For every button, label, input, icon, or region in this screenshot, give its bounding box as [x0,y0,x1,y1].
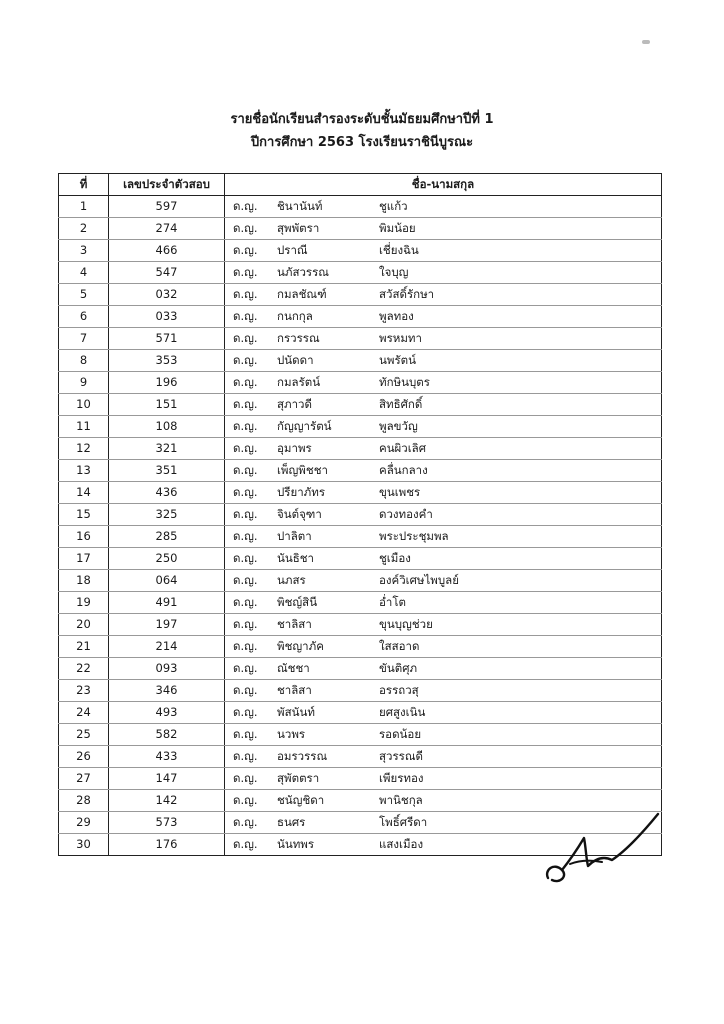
last-name: พานิชกุล [379,793,423,807]
row-number: 3 [59,240,109,262]
first-name: ปรียาภัทร [277,485,326,499]
exam-id: 064 [109,570,225,592]
row-number: 2 [59,218,109,240]
first-name: กมลชัณฑ์ [277,287,327,301]
row-number: 1 [59,196,109,218]
exam-id: 573 [109,812,225,834]
last-name: ขุนบุญช่วย [379,617,433,631]
last-name: คนผิวเลิศ [379,441,427,455]
student-name [225,394,662,416]
student-name [225,306,662,328]
first-name: ธนศร [277,815,306,829]
student-name [225,702,662,724]
table-row [59,768,662,790]
first-name: ชินานันท์ [277,199,323,213]
document-title: รายชื่อนักเรียนสำรองระดับชั้นมัธยมศึกษาปีที่ 1 [230,112,494,127]
exam-id: 582 [109,724,225,746]
first-name: พิชญาภัค [277,639,324,653]
first-name: นภัสวรรณ [277,265,329,279]
row-number: 26 [59,746,109,768]
name-prefix: ด.ญ. [233,507,258,521]
row-number: 22 [59,658,109,680]
row-number: 23 [59,680,109,702]
table-row [59,526,662,548]
name-prefix: ด.ญ. [233,815,258,829]
student-name [225,658,662,680]
last-name: พระประชุมพล [379,529,449,543]
table-row [59,592,662,614]
first-name: ชาลิสา [277,617,312,631]
exam-id: 491 [109,592,225,614]
student-table [58,173,662,856]
first-name: พัสนันท์ [277,705,315,719]
first-name: อุมาพร [277,441,312,455]
first-name: สุพพัตรา [277,221,320,235]
exam-id: 214 [109,636,225,658]
last-name: ทักษินบุตร [379,375,430,389]
row-number: 15 [59,504,109,526]
exam-id: 142 [109,790,225,812]
first-name: นภสร [277,573,306,587]
row-number: 12 [59,438,109,460]
first-name: จินต์จุฑา [277,507,322,521]
first-name: นวพร [277,727,306,741]
first-name: เพ็ญพิชชา [277,463,328,477]
exam-id: 353 [109,350,225,372]
row-number: 4 [59,262,109,284]
last-name: พิมน้อย [379,221,416,235]
student-name [225,372,662,394]
row-number: 7 [59,328,109,350]
row-number: 30 [59,834,109,856]
signature [540,800,670,890]
name-prefix: ด.ญ. [233,837,258,851]
name-prefix: ด.ญ. [233,375,258,389]
table-row [59,680,662,702]
row-number: 17 [59,548,109,570]
first-name: สุพัตตรา [277,771,320,785]
table-row [59,614,662,636]
name-prefix: ด.ญ. [233,661,258,675]
last-name: เชี่ยงฉิน [379,243,419,257]
last-name: พูลทอง [379,309,414,323]
table-row [59,636,662,658]
name-prefix: ด.ญ. [233,485,258,499]
table-row [59,746,662,768]
name-prefix: ด.ญ. [233,331,258,345]
exam-id: 196 [109,372,225,394]
name-prefix: ด.ญ. [233,463,258,477]
exam-id: 436 [109,482,225,504]
last-name: สุวรรณดี [379,749,423,763]
row-number: 24 [59,702,109,724]
first-name: ปาลิตา [277,529,312,543]
row-number: 5 [59,284,109,306]
first-name: สุภาวดี [277,397,312,411]
exam-id: 093 [109,658,225,680]
exam-id: 176 [109,834,225,856]
student-name [225,548,662,570]
last-name: โพธิ์ศรีดา [379,815,428,829]
last-name: สวัสดิ์รักษา [379,287,435,301]
name-prefix: ด.ญ. [233,397,258,411]
name-prefix: ด.ญ. [233,771,258,785]
name-prefix: ด.ญ. [233,287,258,301]
student-name [225,680,662,702]
name-prefix: ด.ญ. [233,243,258,257]
student-name [225,438,662,460]
student-name [225,504,662,526]
first-name: ชนัญชิดา [277,793,325,807]
first-name: ปนัดดา [277,353,314,367]
exam-id: 597 [109,196,225,218]
row-number: 25 [59,724,109,746]
col-header-exam-id: เลขประจำตัวสอบ [109,174,225,196]
name-prefix: ด.ญ. [233,353,258,367]
col-header-name: ชื่อ-นามสกุล [225,174,662,196]
exam-id: 351 [109,460,225,482]
name-prefix: ด.ญ. [233,617,258,631]
last-name: เพียรทอง [379,771,424,785]
row-number: 18 [59,570,109,592]
document-subtitle: ปีการศึกษา 2563 โรงเรียนราชินีบูรณะ [250,135,474,150]
exam-id: 346 [109,680,225,702]
name-prefix: ด.ญ. [233,529,258,543]
exam-id: 547 [109,262,225,284]
name-prefix: ด.ญ. [233,793,258,807]
last-name: ยศสูงเนิน [379,705,426,719]
table-row [59,482,662,504]
table-row [59,416,662,438]
name-prefix: ด.ญ. [233,573,258,587]
table-row [59,460,662,482]
table-body [59,196,662,856]
first-name: กนกกุล [277,309,313,323]
table-row [59,702,662,724]
first-name: กรวรรณ [277,331,320,345]
table-row [59,724,662,746]
name-prefix: ด.ญ. [233,727,258,741]
row-number: 8 [59,350,109,372]
last-name: คลื่นกลาง [379,463,428,477]
table-row [59,372,662,394]
student-name [225,350,662,372]
table-row [59,438,662,460]
table-row [59,218,662,240]
first-name: นันธิชา [277,551,315,565]
table-row [59,328,662,350]
exam-id: 108 [109,416,225,438]
row-number: 9 [59,372,109,394]
name-prefix: ด.ญ. [233,551,258,565]
table-row [59,306,662,328]
last-name: ดวงทองคำ [379,507,433,521]
exam-id: 033 [109,306,225,328]
table-row [59,548,662,570]
exam-id: 274 [109,218,225,240]
table-row [59,570,662,592]
student-name [225,482,662,504]
first-name: กมลรัตน์ [277,375,321,389]
row-number: 20 [59,614,109,636]
student-name [225,328,662,350]
student-name [225,460,662,482]
student-name [225,768,662,790]
row-number: 27 [59,768,109,790]
exam-id: 197 [109,614,225,636]
student-name [225,240,662,262]
first-name: พิชญ์สินี [277,595,318,609]
last-name: รอดน้อย [379,727,422,741]
last-name: ใจบุญ [379,265,409,279]
student-name [225,196,662,218]
exam-id: 466 [109,240,225,262]
table-row [59,504,662,526]
table-row [59,350,662,372]
exam-id: 433 [109,746,225,768]
name-prefix: ด.ญ. [233,639,258,653]
row-number: 6 [59,306,109,328]
table-row [59,394,662,416]
first-name: อมรวรรณ [277,749,328,763]
table-row [59,196,662,218]
table-row [59,658,662,680]
name-prefix: ด.ญ. [233,419,258,433]
student-name [225,570,662,592]
table-row [59,240,662,262]
name-prefix: ด.ญ. [233,683,258,697]
table-header-row [59,174,662,196]
exam-id: 321 [109,438,225,460]
row-number: 16 [59,526,109,548]
student-name [225,636,662,658]
row-number: 19 [59,592,109,614]
row-number: 21 [59,636,109,658]
last-name: สิทธิศักดิ์ [379,397,423,411]
student-name [225,262,662,284]
student-name [225,592,662,614]
name-prefix: ด.ญ. [233,749,258,763]
row-number: 28 [59,790,109,812]
first-name: กัญญารัตน์ [277,419,332,433]
exam-id: 151 [109,394,225,416]
name-prefix: ด.ญ. [233,705,258,719]
last-name: นพรัตน์ [379,353,416,367]
exam-id: 032 [109,284,225,306]
student-name [225,218,662,240]
row-number: 13 [59,460,109,482]
student-name [225,614,662,636]
name-prefix: ด.ญ. [233,221,258,235]
row-number: 10 [59,394,109,416]
exam-id: 285 [109,526,225,548]
first-name: ณัชชา [277,661,310,675]
last-name: ชูเมือง [379,551,411,565]
exam-id: 571 [109,328,225,350]
last-name: อรรถวสุ [379,683,419,697]
exam-id: 250 [109,548,225,570]
name-prefix: ด.ญ. [233,441,258,455]
row-number: 29 [59,812,109,834]
last-name: พูลขวัญ [379,419,418,433]
first-name: ปราณี [277,243,308,257]
name-prefix: ด.ญ. [233,595,258,609]
student-name [225,746,662,768]
col-header-no: ที่ [59,174,109,196]
exam-id: 325 [109,504,225,526]
last-name: ขุนเพชร [379,485,421,499]
student-name [225,724,662,746]
name-prefix: ด.ญ. [233,265,258,279]
last-name: อ่ำโต [379,595,407,609]
student-name [225,416,662,438]
last-name: องค์วิเศษไพบูลย์ [379,573,459,587]
scan-speck [642,40,650,44]
table-row [59,284,662,306]
name-prefix: ด.ญ. [233,309,258,323]
exam-id: 147 [109,768,225,790]
last-name: แสงเมือง [379,837,424,851]
last-name: ขันติศุภ [379,661,418,675]
row-number: 11 [59,416,109,438]
student-name [225,526,662,548]
student-name [225,284,662,306]
first-name: ชาลิสา [277,683,312,697]
table-row [59,262,662,284]
exam-id: 493 [109,702,225,724]
last-name: ใสสอาด [379,639,420,653]
first-name: นันทพร [277,837,315,851]
last-name: พรหมทา [379,331,422,345]
name-prefix: ด.ญ. [233,199,258,213]
last-name: ชูแก้ว [379,199,408,213]
row-number: 14 [59,482,109,504]
